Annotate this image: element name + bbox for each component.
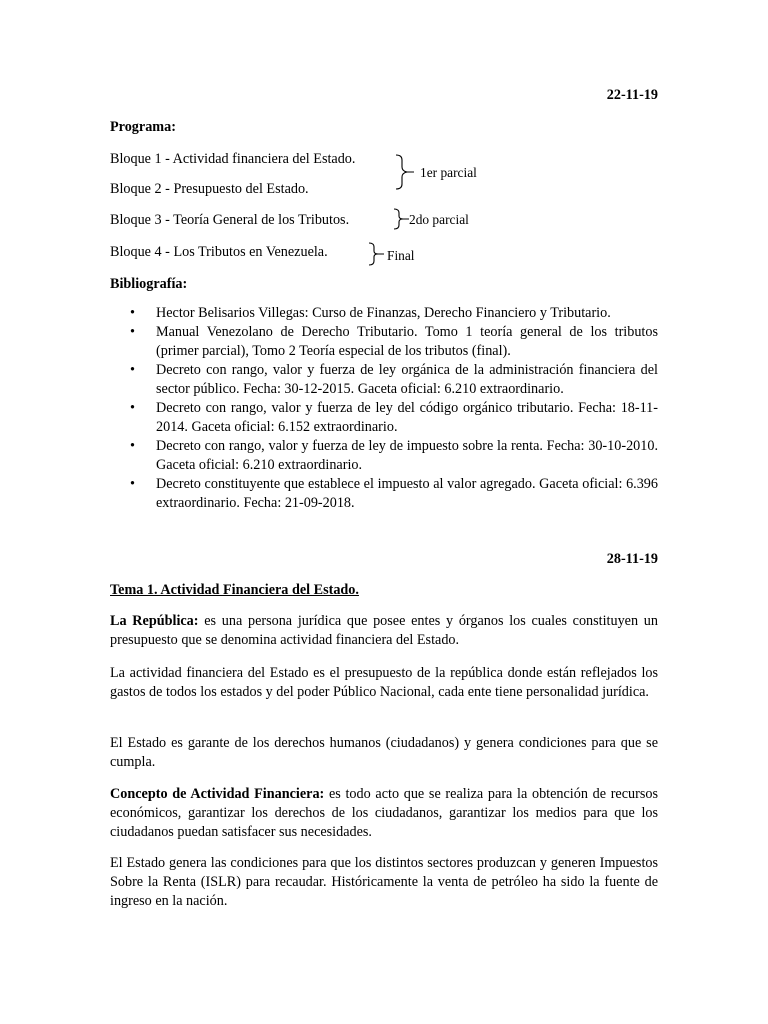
label-final: Final (387, 248, 415, 263)
date-heading-2: 28-11-19 (606, 551, 658, 567)
bloque-2: Bloque 2 - Presupuesto del Estado. (110, 181, 309, 197)
brace-2do-parcial (392, 208, 410, 230)
tema-title: Tema 1. Actividad Financiera del Estado. (110, 582, 359, 598)
document-page (110, 0, 658, 1024)
bloque-4: Bloque 4 - Los Tributos en Venezuela. (110, 244, 328, 260)
list-item: • Decreto constituyente que establece el impuesto al valor agregado. Gaceta oficial: 6.396 extraordinario. Fecha: 21-09-2018. (130, 476, 658, 511)
paragraph-actividad: La actividad financiera del Estado es el presupuesto de la república donde están reflejados los gastos de todos los estados y del poder Público Nacional, cada ente tiene personalidad jurídica. (110, 665, 658, 700)
bloque-1: Bloque 1 - Actividad financiera del Estado. (110, 151, 356, 167)
list-item: • Decreto con rango, valor y fuerza de ley de impuesto sobre la renta. Fecha: 30-10-2010. Gaceta oficial: 6.210 extraordinario. (130, 438, 658, 473)
list-item: • Decreto con rango, valor y fuerza de ley del código orgánico tributario. Fecha: 18-11-2014. Gaceta oficial: 6.152 extraordinario. (130, 400, 658, 435)
paragraph-garante: El Estado es garante de los derechos humanos (ciudadanos) y genera condiciones para que se cumpla. (110, 735, 658, 770)
paragraph-republica: La República: es una persona jurídica que posee entes y órganos los cuales constituyen un presupuesto que se denomina actividad financiera del Estado. (110, 613, 658, 648)
list-item: • Manual Venezolano de Derecho Tributario. Tomo 1 teoría general de los tributos (primer parcial), Tomo 2 Teoría especial de los tributos (final). (130, 324, 658, 359)
brace-1er-parcial (394, 154, 414, 190)
bullet-icon: • (130, 438, 135, 454)
paragraph-islr: El Estado genera las condiciones para que los distintos sectores produzcan y generen Impuestos Sobre la Renta (ISLR) para recaudar. Históricamente la venta de petróleo ha sido la fuente de ingreso en la nación. (110, 855, 658, 909)
bullet-icon: • (130, 400, 135, 416)
bullet-icon: • (130, 305, 135, 321)
bullet-icon: • (130, 362, 135, 378)
bullet-icon: • (130, 476, 135, 492)
label-1er-parcial: 1er parcial (420, 165, 477, 180)
bloque-3: Bloque 3 - Teoría General de los Tributos. (110, 212, 350, 228)
label-2do-parcial: 2do parcial (409, 212, 469, 227)
bibliografia-title: Bibliografía: (110, 276, 188, 292)
list-item: • Decreto con rango, valor y fuerza de ley orgánica de la administración financiera del sector público. Fecha: 30-12-2015. Gaceta oficial: 6.210 extraordinario. (130, 362, 658, 397)
programa-title: Programa: (110, 119, 176, 135)
list-item: • Hector Belisarios Villegas: Curso de Finanzas, Derecho Financiero y Tributario. (130, 305, 611, 321)
brace-final (367, 242, 385, 266)
bibliografia-list (110, 304, 658, 513)
paragraph-concepto: Concepto de Actividad Financiera: es todo acto que se realiza para la obtención de recursos económicos, garantizar los derechos de los ciudadanos, garantizar los medios para que los ciudadanos puedan satisfacer sus necesidades. (110, 786, 658, 840)
bullet-icon: • (130, 324, 135, 340)
date-heading-1: 22-11-19 (606, 87, 658, 103)
term-concepto: Concepto de Actividad Financiera: (110, 786, 325, 802)
term-republica: La República: (110, 613, 199, 629)
